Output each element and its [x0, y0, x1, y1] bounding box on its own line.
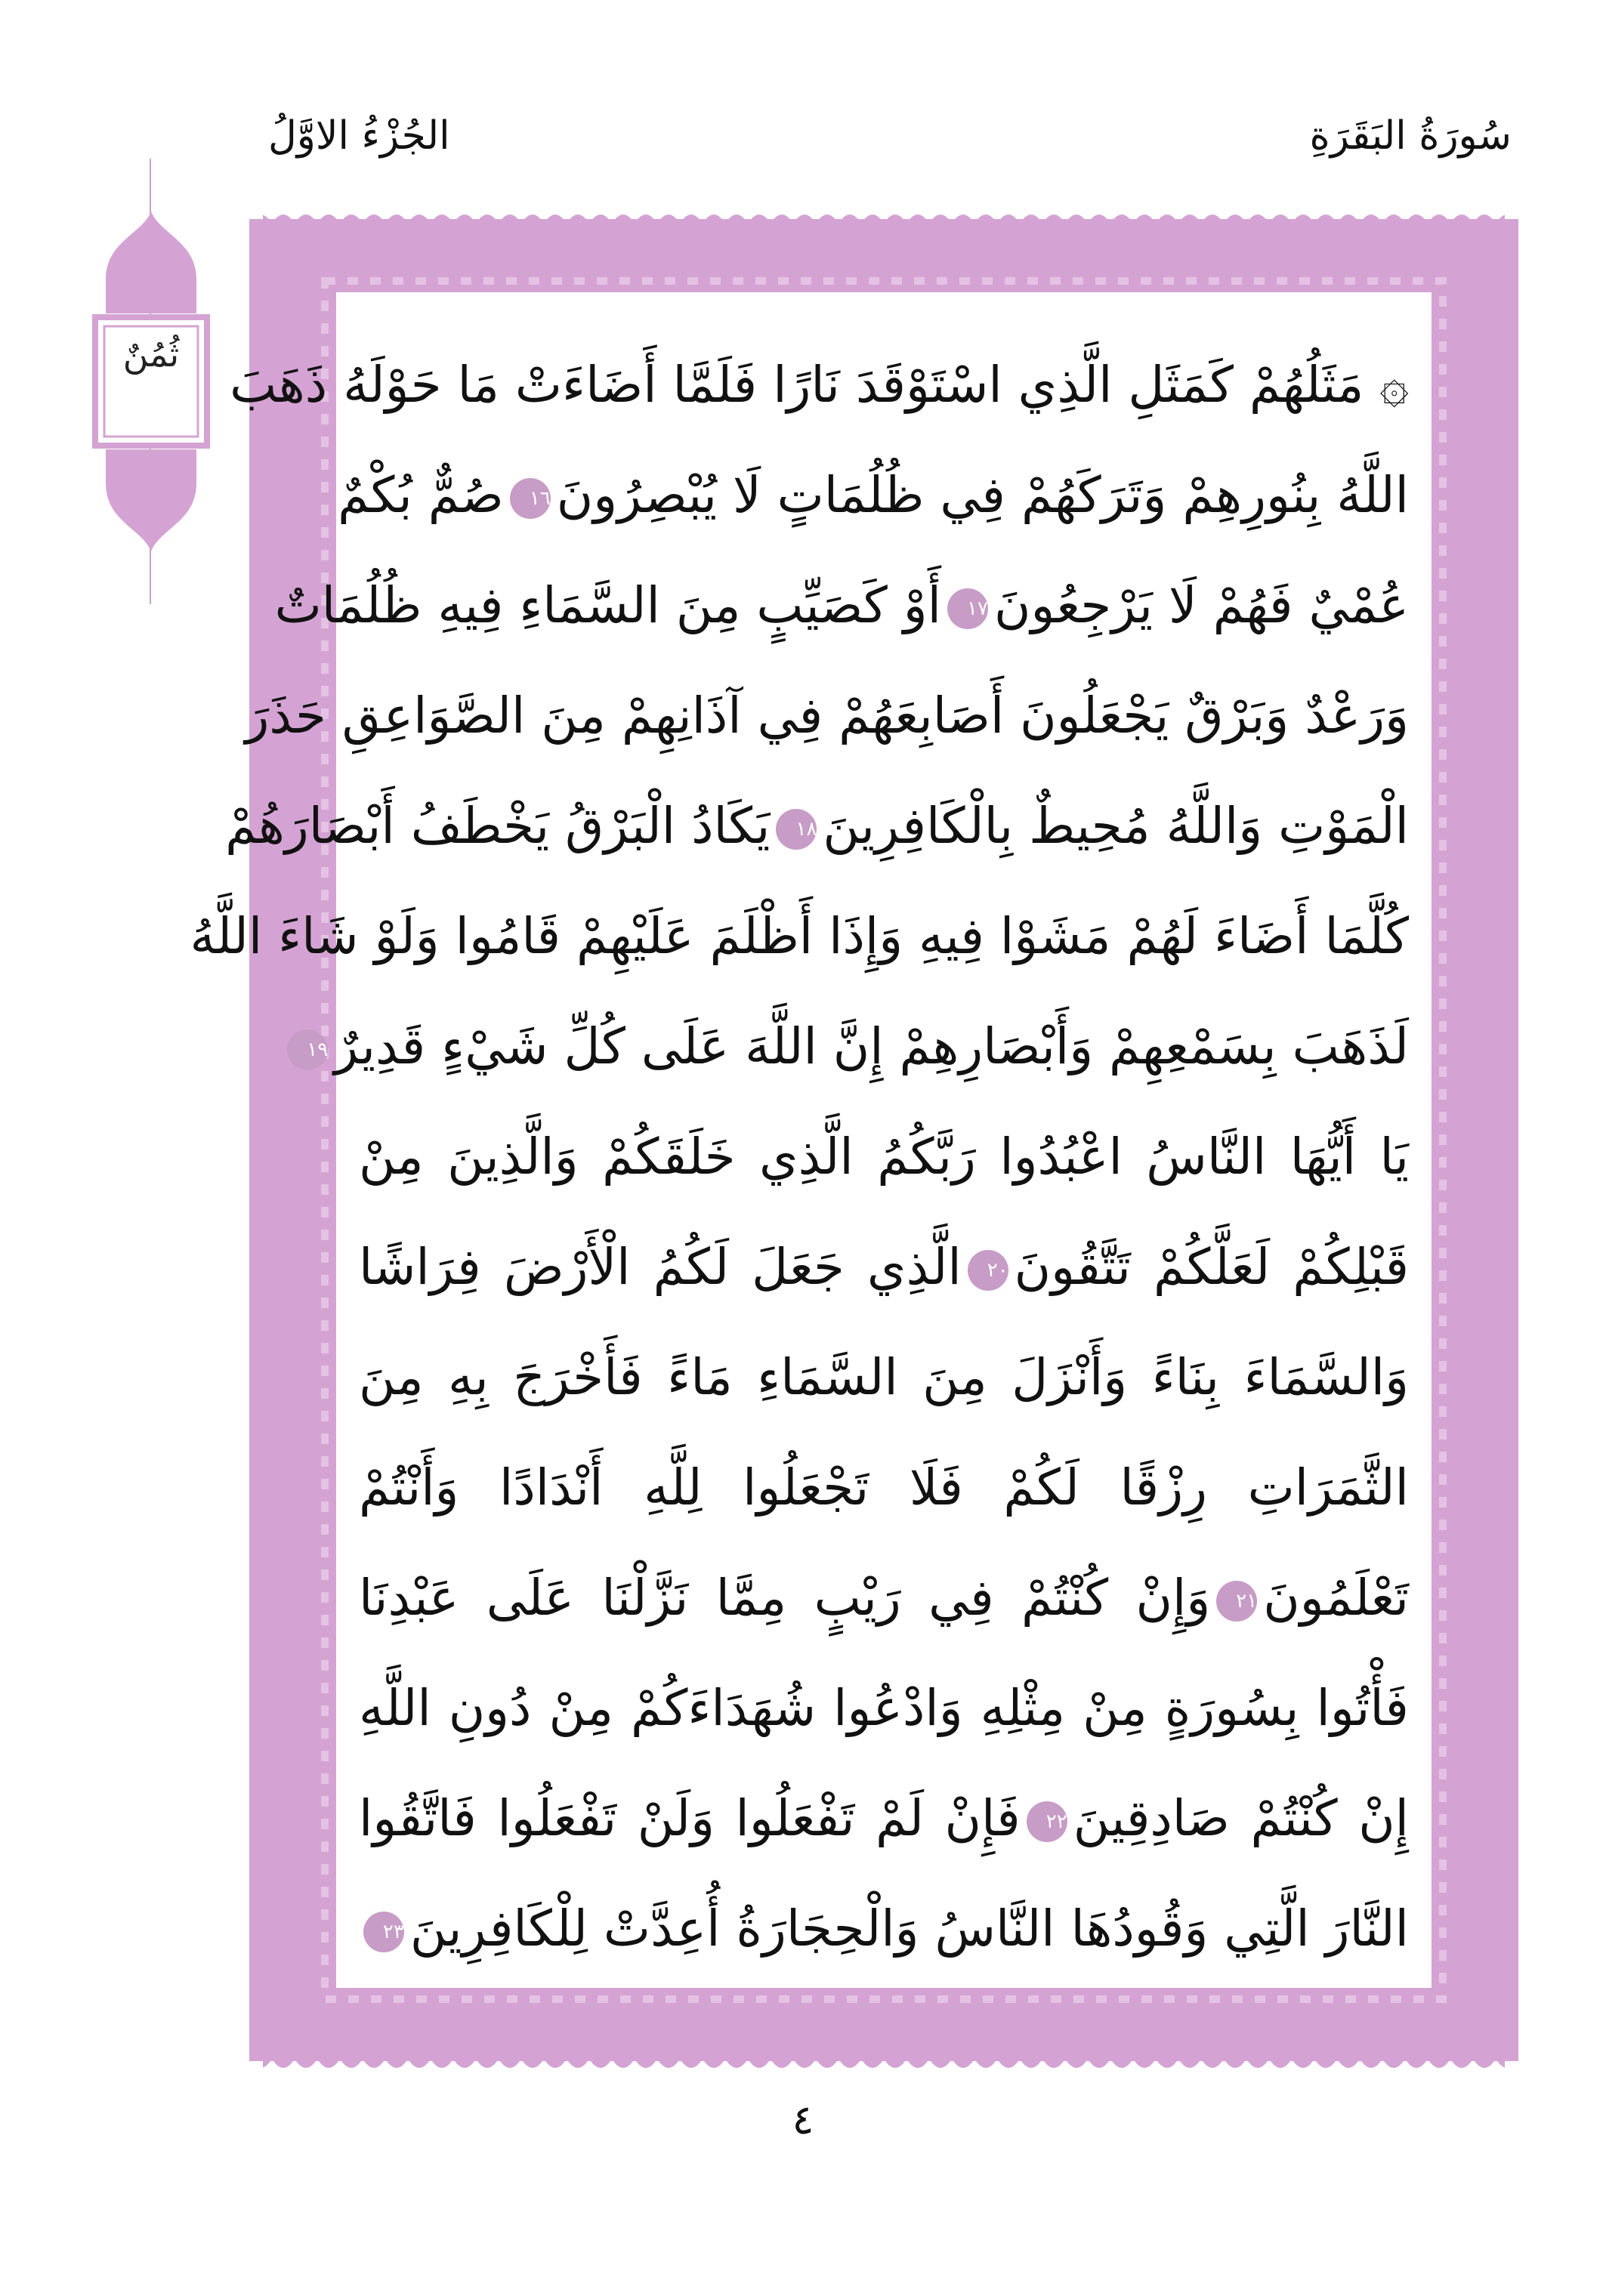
verse-text: ۞ مَثَلُهُمْ كَمَثَلِ الَّذِي اسْتَوْقَدَ نَارًا فَلَمَّا أَضَاءَتْ مَا حَوْلَهُ ذَهَبَ [230, 356, 1409, 414]
ayah-number-marker: ١٦ [510, 478, 551, 519]
juz-title: الجُزْءُ الاوَّلُ [268, 113, 450, 159]
verse-line [274, 551, 1409, 661]
verse-text: النَّارَ الَّتِي وَقُودُهَا النَّاسُ وَالْحِجَارَةُ أُعِدَّتْ لِلْكَافِرِينَ [409, 1899, 1409, 1958]
verse-text: عُمْيٌ فَهُمْ لَا يَرْجِعُونَ [993, 576, 1409, 634]
verse-text: أَوْ كَصَيِّبٍ مِنَ السَّمَاءِ فِيهِ ظُلُمَاتٌ [274, 576, 941, 634]
verse-text: يَكَادُ الْبَرْقُ يَخْطَفُ أَبْصَارَهُمْ [225, 797, 771, 855]
verse-text: قَبْلِكُمْ لَعَلَّكُمْ تَتَّقُونَ [1014, 1238, 1409, 1296]
verse-text: الَّذِي جَعَلَ لَكُمُ الْأَرْضَ فِرَاشًا [359, 1238, 962, 1296]
ayah-number-marker: ٢٣ [363, 1912, 404, 1952]
verse-line [225, 771, 1409, 881]
verse-line [245, 661, 1409, 771]
verse-line [359, 1322, 1409, 1433]
verse-line [359, 1874, 1409, 1984]
verse-text: وَالسَّمَاءَ بِنَاءً وَأَنْزَلَ مِنَ السَّمَاءِ مَاءً فَأَخْرَجَ بِهِ مِنَ [359, 1348, 1409, 1406]
verse-text: وَإِنْ كُنْتُمْ فِي رَيْبٍ مِمَّا نَزَّلْنَا عَلَى عَبْدِنَا [359, 1569, 1211, 1627]
verse-text: اللَّهُ بِنُورِهِمْ وَتَرَكَهُمْ فِي ظُلُمَاتٍ لَا يُبْصِرُونَ [556, 466, 1409, 524]
verse-line [338, 440, 1409, 551]
text-area [190, 292, 1432, 1988]
verse-text: لَذَهَبَ بِسَمْعِهِمْ وَأَبْصَارِهِمْ إِنَّ اللَّهَ عَلَى كُلِّ شَيْءٍ قَدِيرٌ [334, 1017, 1409, 1075]
verse-line [230, 330, 1409, 440]
ayah-number-marker: ١٩ [287, 1029, 328, 1070]
verse-text: كُلَّمَا أَضَاءَ لَهُمْ مَشَوْا فِيهِ وَإِذَا أَظْلَمَ عَلَيْهِمْ قَامُوا وَلَوْ شَاءَ اللَّهُ [190, 907, 1409, 965]
verse-text: يَا أَيُّهَا النَّاسُ اعْبُدُوا رَبَّكُمُ الَّذِي خَلَقَكُمْ وَالَّذِينَ مِنْ [359, 1128, 1409, 1186]
ayah-number-marker: ٢١ [1216, 1581, 1257, 1622]
hizb-marker [91, 159, 212, 604]
page-frame [190, 205, 1518, 2075]
verse-text: الثَّمَرَاتِ رِزْقًا لَكُمْ فَلَا تَجْعَلُوا لِلَّهِ أَنْدَادًا وَأَنْتُمْ [359, 1458, 1409, 1517]
verse-line [359, 1764, 1409, 1874]
surah-title: سُورَةُ البَقَرَةِ [1309, 113, 1512, 159]
page-header [0, 113, 1606, 181]
verse-line [359, 1433, 1409, 1543]
ayah-number-marker: ١٨ [776, 809, 817, 850]
verse-text: صُمٌّ بُكْمٌ [338, 466, 504, 524]
verse-text: إِنْ كُنْتُمْ صَادِقِينَ [1073, 1789, 1409, 1847]
verse-line [359, 1653, 1409, 1764]
ayah-number-marker: ١٧ [947, 588, 988, 629]
verse-text: وَرَعْدٌ وَبَرْقٌ يَجْعَلُونَ أَصَابِعَهُمْ فِي آذَانِهِمْ مِنَ الصَّوَاعِقِ حَذَرَ [245, 687, 1409, 745]
verse-lines [190, 330, 1409, 1984]
ayah-number-marker: ٢٠ [968, 1250, 1008, 1291]
verse-line [190, 881, 1409, 992]
verse-text: فَأْتُوا بِسُورَةٍ مِنْ مِثْلِهِ وَادْعُوا شُهَدَاءَكُمْ مِنْ دُونِ اللَّهِ [359, 1679, 1409, 1737]
page-number: ٤ [792, 2096, 814, 2143]
verse-line [359, 1212, 1409, 1322]
verse-line [359, 1102, 1409, 1212]
verse-line [307, 992, 1409, 1102]
ayah-number-marker: ٢٢ [1027, 1801, 1067, 1842]
verse-text: فَإِنْ لَمْ تَفْعَلُوا وَلَنْ تَفْعَلُوا فَاتَّقُوا [359, 1789, 1021, 1847]
verse-text: تَعْلَمُونَ [1263, 1569, 1409, 1627]
marker-ornament-icon [91, 211, 212, 566]
verse-line [359, 1543, 1409, 1653]
marker-label: ثُمُنٌ [122, 334, 180, 375]
verse-text: الْمَوْتِ وَاللَّهُ مُحِيطٌ بِالْكَافِرِينَ [823, 797, 1409, 855]
